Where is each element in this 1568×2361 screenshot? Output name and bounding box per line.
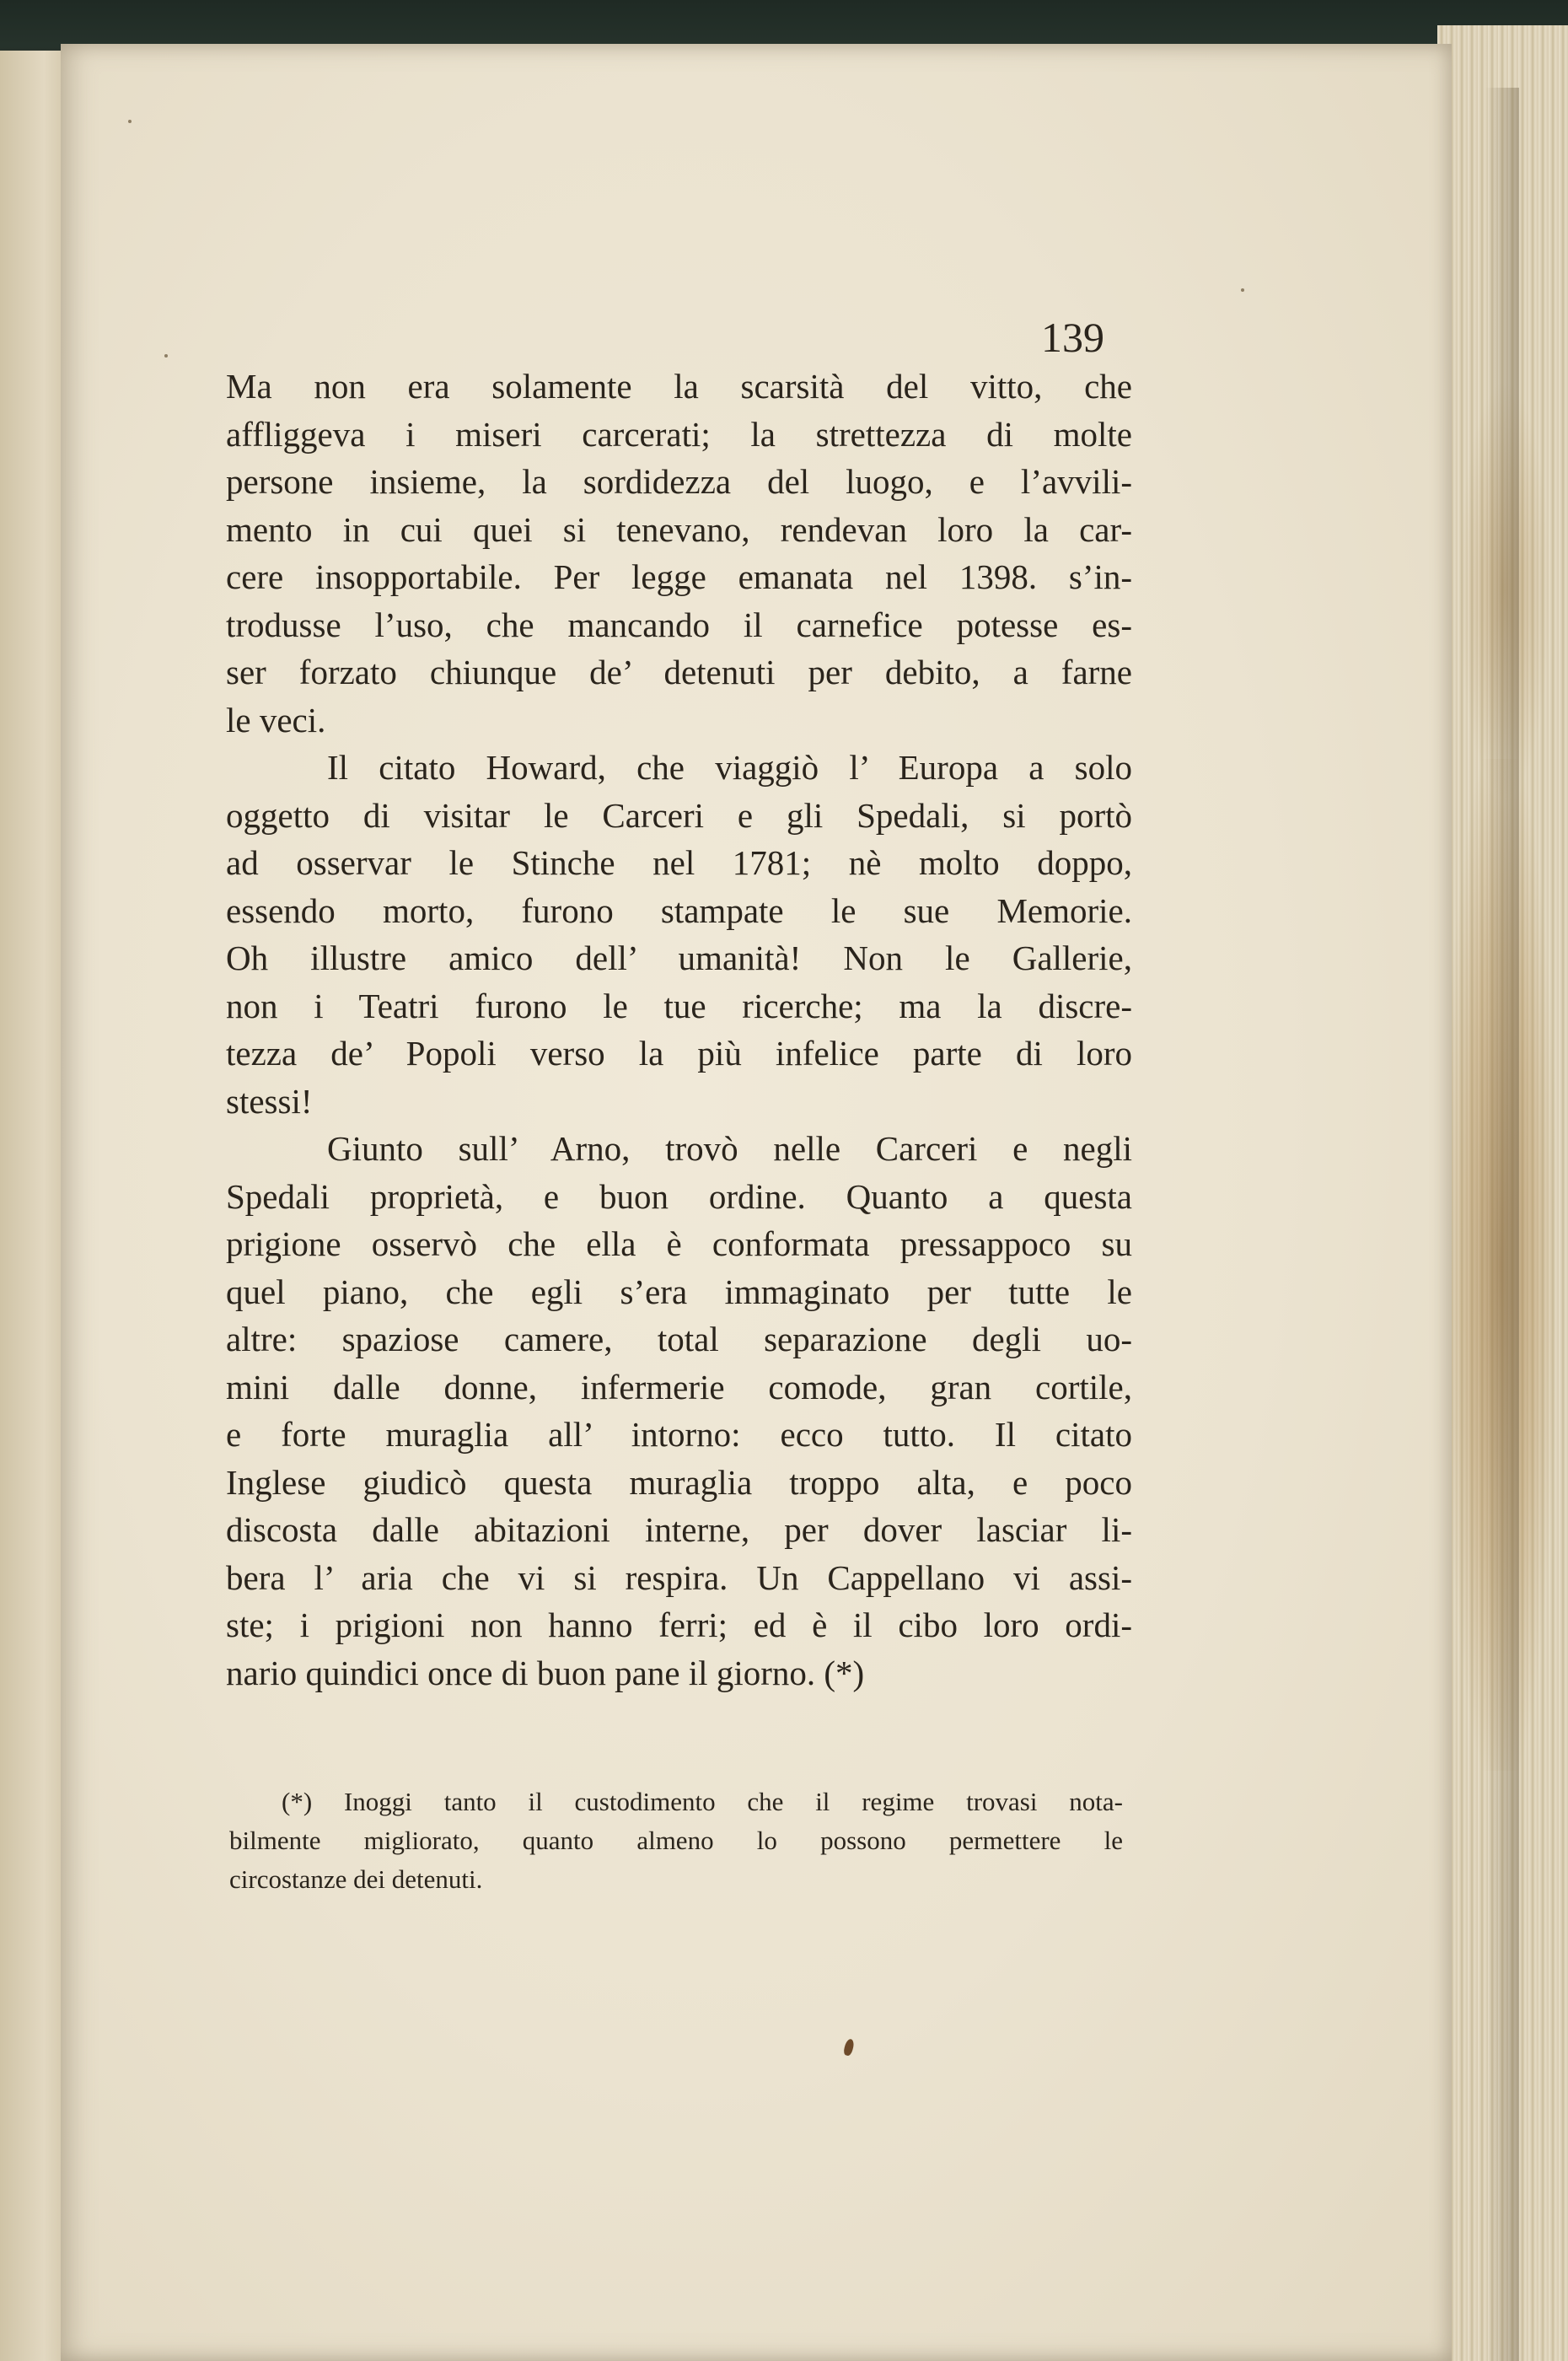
body-text: [226, 363, 1132, 1697]
text-line: tezza de’ Popoli verso la più infelice parte di loro: [226, 1034, 1132, 1073]
footnote: [229, 1783, 1123, 1899]
text-line: mento in cui quei si tenevano, rendevan loro la car-: [226, 509, 1132, 549]
paper-speck: [1241, 288, 1244, 292]
text-line: persone insieme, la sordidezza del luogo, e l’avvili-: [226, 462, 1132, 501]
text-line: nario quindici once di buon pane il giorno. (*): [226, 1653, 865, 1692]
page-fold-shadow: [1485, 88, 1519, 2361]
text-line: ste; i prigioni non hanno ferri; ed è il cibo loro ordi-: [226, 1605, 1132, 1644]
footnote-line: circostanze dei detenuti.: [229, 1864, 483, 1894]
text-line: altre: spaziose camere, total separazione degli uo-: [226, 1320, 1132, 1358]
text-line: Ma non era solamente la scarsità del vitto, che: [226, 367, 1132, 406]
text-line: Oh illustre amico dell’ umanità! Non le Gallerie,: [226, 938, 1132, 977]
text-line: Giunto sull’ Arno, trovò nelle Carceri e negli: [327, 1129, 1132, 1168]
text-line: essendo morto, furono stampate le sue Memorie.: [226, 890, 1132, 930]
text-line: non i Teatri furono le tue ricerche; ma la discre-: [226, 986, 1132, 1025]
text-line: ad osservar le Stinche nel 1781; nè molto doppo,: [226, 843, 1132, 882]
text-line: ser forzato chiunque de’ detenuti per debito, a farne: [226, 653, 1132, 691]
paper-speck: [128, 120, 132, 123]
page-number: 139: [1041, 314, 1104, 361]
text-line: Spedali proprietà, e buon ordine. Quanto a questa: [226, 1176, 1132, 1216]
text-line: bera l’ aria che vi si respira. Un Cappellano vi assi-: [226, 1557, 1132, 1597]
text-line: Inglese giudicò questa muraglia troppo alta, e poco: [226, 1462, 1132, 1502]
footnote-line: (*) Inoggi tanto il custodimento che il regime trovasi nota-: [282, 1787, 1123, 1816]
text-line: discosta dalle abitazioni interne, per dover lasciar li-: [226, 1510, 1132, 1549]
text-line: trodusse l’uso, che mancando il carnefice potesse es-: [226, 605, 1132, 644]
text-line: Il citato Howard, che viaggiò l’ Europa a solo: [327, 748, 1132, 787]
text-line: oggetto di visitar le Carceri e gli Spedali, si portò: [226, 795, 1132, 835]
footnote-line: bilmente migliorato, quanto almeno lo possono permettere le: [229, 1826, 1123, 1855]
text-line: cere insopportabile. Per legge emanata nel 1398. s’in-: [226, 557, 1132, 596]
text-line: affliggeva i miseri carcerati; la strettezza di molte: [226, 414, 1132, 454]
text-line: stessi!: [226, 1081, 313, 1121]
paper-speck: [164, 354, 168, 358]
text-line: quel piano, che egli s’era immaginato per tutte le: [226, 1272, 1132, 1311]
text-line: e forte muraglia all’ intorno: ecco tutto. Il citato: [226, 1415, 1132, 1454]
text-line: mini dalle donne, infermerie comode, gran cortile,: [226, 1367, 1132, 1406]
text-line: prigione osservò che ella è conformata pressappoco su: [226, 1224, 1132, 1263]
text-line: le veci.: [226, 700, 326, 739]
